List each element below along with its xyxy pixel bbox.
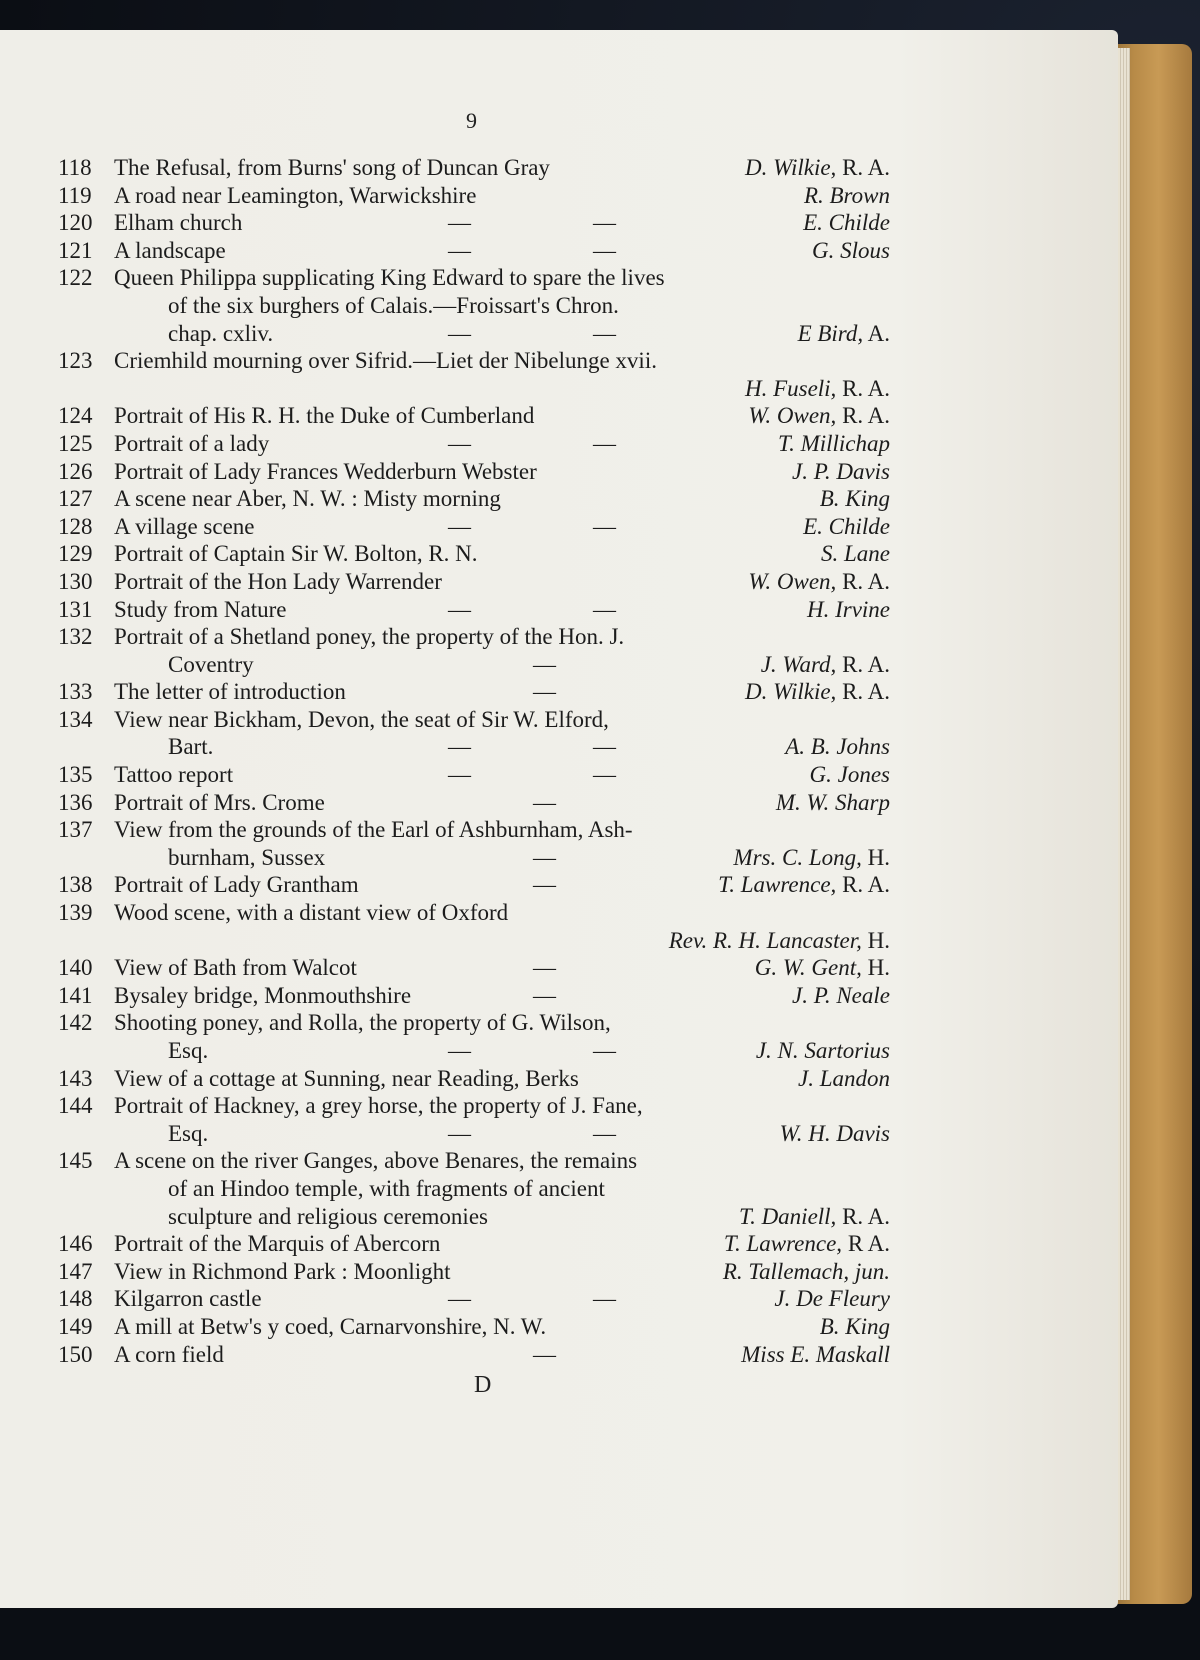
dash-separator: —: [533, 789, 556, 815]
artist-name: Mrs. C. Long,: [733, 844, 862, 870]
entry-line: [58, 402, 890, 430]
entry-line: [58, 706, 890, 734]
entry-artist: [748, 568, 890, 596]
entry-title: Portrait of Lady Grantham: [114, 872, 359, 898]
entry-line: [58, 596, 890, 624]
entry-line: [58, 292, 890, 320]
entry-number: 142: [58, 1010, 93, 1036]
entry-number: 138: [58, 872, 93, 898]
artist-suffix: R A.: [842, 1231, 890, 1257]
entry-number: 122: [58, 265, 93, 291]
entry-artist: [821, 540, 890, 568]
entry-line: [58, 1147, 890, 1175]
entry-artist: [820, 1313, 890, 1341]
entry-title: The letter of introduction: [114, 679, 346, 705]
entry-number: 139: [58, 900, 93, 926]
artist-suffix: R. A.: [836, 679, 890, 705]
entry-title: sculpture and religious ceremonies: [168, 1203, 488, 1229]
entry-line: [58, 485, 890, 513]
entry-line: [58, 347, 890, 375]
artist-suffix: R. A.: [836, 403, 890, 429]
entry-line: [58, 871, 890, 899]
entry-title: of the six burghers of Calais.—Froissart's Chron.: [168, 292, 619, 318]
artist-suffix: R. A.: [836, 651, 890, 677]
entry-line: [58, 1065, 890, 1093]
entry-title: View from the grounds of the Earl of Ashburnham, Ash-: [114, 817, 633, 843]
entry-artist: [803, 209, 890, 237]
artist-name: W. Owen,: [748, 403, 837, 429]
artist-suffix: R. A.: [836, 155, 890, 180]
entry-line: [58, 1285, 890, 1313]
entry-artist: [755, 954, 890, 982]
entry-line: [58, 1092, 890, 1120]
entry-number: 135: [58, 762, 93, 788]
artist-suffix: R. A.: [836, 568, 890, 594]
dash-separator: —: [448, 1120, 471, 1146]
artist-suffix: H.: [861, 844, 890, 870]
entry-artist: [741, 1341, 890, 1369]
dash-separator: —: [593, 1286, 616, 1312]
entry-title: Portrait of the Marquis of Abercorn: [114, 1231, 441, 1257]
dash-separator: —: [593, 237, 616, 263]
entry-artist: [807, 596, 890, 624]
entry-line: [58, 789, 890, 817]
entry-line: [58, 237, 890, 265]
entry-line: [58, 1341, 890, 1369]
artist-name: B. King: [819, 486, 890, 512]
entry-number: 146: [58, 1231, 93, 1257]
entry-title: Esq.: [168, 1120, 209, 1146]
entry-line: [58, 1037, 890, 1065]
entry-title: chap. cxliv.: [168, 320, 274, 346]
entry-number: 131: [58, 596, 93, 622]
entry-artist: [748, 402, 890, 430]
entry-title: Wood scene, with a distant view of Oxford: [114, 900, 509, 926]
dash-separator: —: [593, 762, 616, 788]
artist-name: E. Childe: [803, 210, 890, 236]
entry-line: [58, 899, 890, 927]
entry-title: Bart.: [168, 734, 214, 760]
entry-artist: [804, 182, 890, 210]
entry-title: Criemhild mourning over Sifrid.—Liet der Nibelunge xvii.: [114, 348, 657, 374]
entry-line: [58, 1120, 890, 1148]
entry-number: 119: [58, 182, 92, 208]
artist-name: J. De Fleury: [774, 1286, 890, 1312]
page-number: 9: [466, 108, 477, 133]
entry-title: Queen Philippa supplicating King Edward to spare the lives: [114, 265, 665, 291]
entry-line: [58, 1009, 890, 1037]
entry-title: View near Bickham, Devon, the seat of Sir W. Elford,: [114, 706, 609, 732]
entry-line: [58, 844, 890, 872]
entry-line: [58, 816, 890, 844]
entry-title: Kilgarron castle: [114, 1286, 262, 1312]
dash-separator: —: [448, 1286, 471, 1312]
entry-artist: [778, 430, 890, 458]
dash-separator: —: [448, 762, 471, 788]
entry-title: Esq.: [168, 1038, 209, 1063]
dash-separator: —: [448, 237, 471, 263]
artist-name: B. King: [819, 1313, 890, 1339]
entry-line: [58, 182, 890, 210]
artist-name: J. N. Sartorius: [755, 1038, 890, 1063]
dash-separator: —: [533, 679, 556, 705]
entry-title: View in Richmond Park : Moonlight: [114, 1258, 451, 1284]
artist-name: E. Childe: [803, 513, 890, 539]
entry-artist: [812, 237, 890, 265]
dash-separator: —: [448, 734, 471, 760]
entry-title: View of Bath from Walcot: [114, 955, 357, 981]
entry-line: [58, 375, 890, 403]
entry-line: [58, 320, 890, 348]
entry-artist: [780, 1120, 890, 1148]
entry-line: [58, 568, 890, 596]
entry-title: of an Hindoo temple, with fragments of ancient: [168, 1175, 605, 1201]
entry-line: [58, 1175, 890, 1203]
dash-separator: —: [593, 1038, 616, 1063]
entry-number: 149: [58, 1313, 93, 1339]
entry-number: 118: [58, 155, 92, 180]
dash-separator: —: [593, 430, 616, 456]
entry-line: [58, 154, 890, 182]
entry-title: A village scene: [114, 513, 255, 539]
entry-title: Portrait of Mrs. Crome: [114, 789, 325, 815]
artist-name: R. Tallemach, jun.: [722, 1258, 890, 1284]
entry-title: A corn field: [114, 1341, 224, 1367]
entry-number: 133: [58, 679, 93, 705]
entry-artist: [774, 1285, 890, 1313]
artist-suffix: A.: [863, 320, 890, 346]
entry-line: [58, 513, 890, 541]
dash-separator: —: [448, 210, 471, 236]
dash-separator: —: [593, 596, 616, 622]
entry-line: [58, 651, 890, 679]
entry-title: A mill at Betw's y coed, Carnarvonshire, N. W.: [114, 1313, 547, 1339]
artist-name: W. Owen,: [748, 568, 837, 594]
entry-artist: [785, 733, 890, 761]
entry-number: 143: [58, 1065, 93, 1091]
entry-artist: [761, 651, 890, 679]
entry-line: [58, 954, 890, 982]
entry-title: Shooting poney, and Rolla, the property of G. Wilson,: [114, 1010, 611, 1036]
entry-line: [58, 733, 890, 761]
entry-title: Portrait of a lady: [114, 430, 270, 456]
artist-name: A. B. Johns: [785, 734, 890, 760]
entry-number: 130: [58, 568, 93, 594]
artist-name: S. Lane: [821, 541, 890, 567]
entry-line: [58, 1230, 890, 1258]
entry-line: [58, 1203, 890, 1231]
entry-title: Study from Nature: [114, 596, 287, 622]
entry-line: [58, 540, 890, 568]
entry-number: 123: [58, 348, 93, 374]
artist-name: D. Wilkie,: [744, 679, 837, 705]
entry-title: A scene near Aber, N. W. : Misty morning: [114, 486, 501, 512]
artist-name: G. W. Gent,: [754, 955, 862, 981]
entry-line: [58, 982, 890, 1010]
dash-separator: —: [448, 320, 471, 346]
entry-number: 124: [58, 403, 93, 429]
artist-name: T. Daniell,: [738, 1203, 837, 1229]
entry-number: 125: [58, 430, 93, 456]
artist-suffix: H.: [861, 955, 890, 981]
entry-line: [58, 264, 890, 292]
entry-number: 134: [58, 706, 93, 732]
entry-title: A scene on the river Ganges, above Benares, the remains: [114, 1148, 638, 1174]
entry-line: [58, 927, 890, 955]
dash-separator: —: [533, 982, 556, 1008]
entry-artist: [820, 485, 890, 513]
artist-suffix: R. A.: [836, 375, 890, 401]
entry-artist: [745, 375, 890, 403]
entry-artist: [776, 789, 890, 817]
entry-number: 144: [58, 1093, 93, 1119]
entry-line: [58, 678, 890, 706]
entry-line: [58, 458, 890, 486]
entry-artist: [792, 458, 890, 486]
dash-separator: —: [593, 320, 616, 346]
entry-artist: [798, 1065, 890, 1093]
dash-separator: —: [593, 734, 616, 760]
entry-number: 127: [58, 486, 93, 512]
artist-name: J. Landon: [798, 1065, 890, 1091]
entry-number: 150: [58, 1341, 93, 1367]
entry-line: [58, 430, 890, 458]
entry-artist: [739, 1203, 890, 1231]
entry-artist: [756, 1037, 890, 1065]
artist-suffix: H.: [861, 927, 890, 953]
artist-name: T. Lawrence,: [723, 1231, 843, 1257]
catalogue-entries: [58, 154, 890, 1368]
entry-artist: [669, 927, 890, 955]
entry-number: 132: [58, 624, 93, 650]
entry-number: 121: [58, 237, 93, 263]
entry-artist: [745, 154, 890, 182]
entry-title: burnham, Sussex: [168, 844, 326, 870]
dash-separator: —: [533, 955, 556, 981]
entry-title: Bysaley bridge, Monmouthshire: [114, 982, 412, 1008]
entry-artist: [792, 982, 890, 1010]
dash-separator: —: [593, 210, 616, 236]
entry-title: Portrait of a Shetland poney, the property of the Hon. J.: [114, 624, 625, 650]
entry-artist: [723, 1258, 890, 1286]
dash-separator: —: [448, 1038, 471, 1063]
entry-number: 140: [58, 955, 93, 981]
signature-mark: D: [474, 1372, 492, 1398]
artist-name: G. Slous: [812, 237, 890, 263]
entry-number: 129: [58, 541, 93, 567]
entry-title: A landscape: [114, 237, 226, 263]
entry-number: 126: [58, 458, 93, 484]
entry-line: [58, 1258, 890, 1286]
entry-artist: [718, 871, 890, 899]
entry-title: The Refusal, from Burns' song of Duncan Gray: [114, 155, 550, 180]
artist-name: M. W. Sharp: [775, 789, 890, 815]
entry-line: [58, 761, 890, 789]
entry-artist: [724, 1230, 890, 1258]
dash-separator: —: [593, 1120, 616, 1146]
entry-title: Portrait of His R. H. the Duke of Cumberland: [114, 403, 535, 429]
dash-separator: —: [533, 651, 556, 677]
entry-number: 147: [58, 1258, 93, 1284]
entry-number: 148: [58, 1286, 93, 1312]
entry-artist: [733, 844, 890, 872]
artist-name: Rev. R. H. Lancaster,: [668, 927, 862, 953]
artist-name: J. Ward,: [760, 651, 837, 677]
entry-title: Portrait of Captain Sir W. Bolton, R. N.: [114, 541, 478, 567]
entry-artist: [803, 513, 890, 541]
dash-separator: —: [448, 430, 471, 456]
artist-name: J. P. Davis: [792, 458, 890, 484]
entry-title: Coventry: [168, 651, 254, 677]
entry-number: 136: [58, 789, 93, 815]
entry-number: 137: [58, 817, 93, 843]
entry-number: 141: [58, 982, 93, 1008]
dash-separator: —: [533, 1341, 556, 1367]
entry-number: 120: [58, 210, 93, 236]
artist-suffix: R. A.: [836, 1203, 890, 1229]
artist-suffix: R. A.: [836, 872, 890, 898]
artist-name: E Bird,: [797, 320, 864, 346]
entry-title: Portrait of the Hon Lady Warrender: [114, 568, 442, 594]
artist-name: R. Brown: [803, 182, 890, 208]
artist-name: Miss E. Maskall: [741, 1341, 890, 1367]
dash-separator: —: [448, 596, 471, 622]
artist-name: J. P. Neale: [792, 982, 890, 1008]
entry-line: [58, 209, 890, 237]
entry-number: 145: [58, 1148, 93, 1174]
artist-name: H. Irvine: [806, 596, 890, 622]
entry-title: Elham church: [114, 210, 243, 236]
entry-number: 128: [58, 513, 93, 539]
artist-name: D. Wilkie,: [744, 155, 837, 180]
dash-separator: —: [533, 844, 556, 870]
artist-name: G. Jones: [809, 762, 890, 788]
entry-title: Tattoo report: [114, 762, 234, 788]
entry-artist: [810, 761, 890, 789]
dash-separator: —: [533, 872, 556, 898]
artist-name: W. H. Davis: [779, 1120, 890, 1146]
entry-artist: [798, 320, 890, 348]
entry-line: [58, 1313, 890, 1341]
dash-separator: —: [593, 513, 616, 539]
artist-name: H. Fuseli,: [744, 375, 837, 401]
entry-title: Portrait of Lady Frances Wedderburn Webster: [114, 458, 537, 484]
entry-title: View of a cottage at Sunning, near Reading, Berks: [114, 1065, 579, 1091]
entry-artist: [745, 678, 890, 706]
artist-name: T. Lawrence,: [718, 872, 837, 898]
dash-separator: —: [448, 513, 471, 539]
artist-name: T. Millichap: [777, 430, 890, 456]
entry-title: A road near Leamington, Warwickshire: [114, 182, 477, 208]
entry-title: Portrait of Hackney, a grey horse, the property of J. Fane,: [114, 1093, 643, 1119]
entry-line: [58, 623, 890, 651]
